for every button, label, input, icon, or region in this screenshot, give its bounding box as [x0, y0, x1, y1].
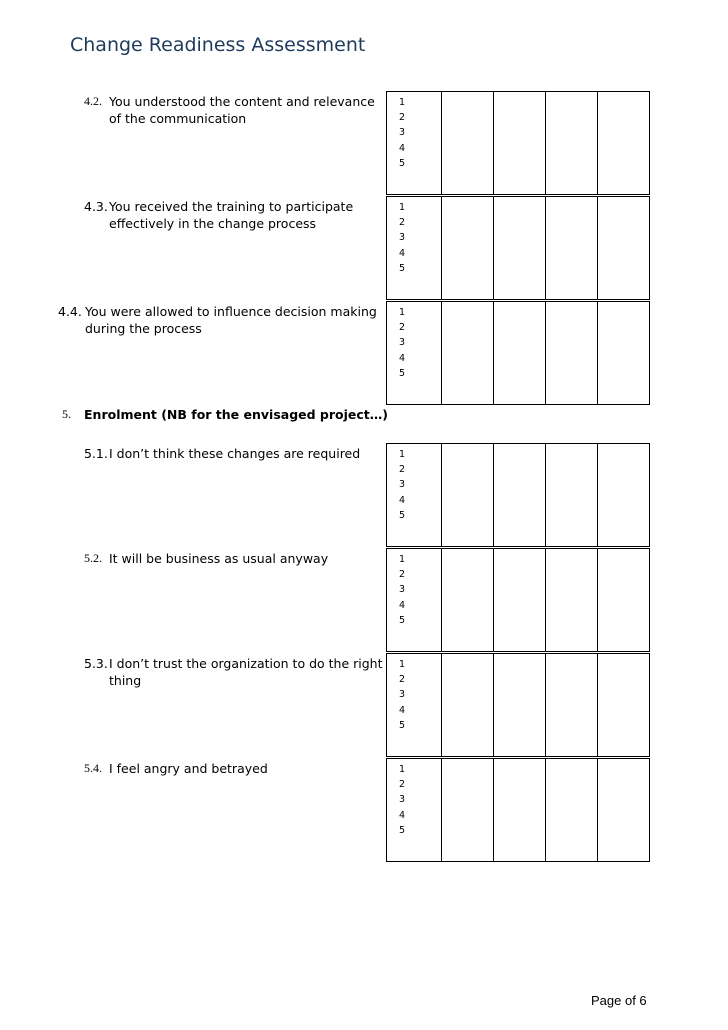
- rating-grid-4-4: [386, 301, 650, 405]
- rating-grid-4-2: [386, 91, 650, 195]
- question-text: [109, 93, 375, 127]
- rating-scale: [399, 657, 405, 733]
- rating-cell[interactable]: [442, 549, 494, 651]
- question-4-2: [84, 93, 384, 133]
- scale-value: 3: [399, 794, 406, 806]
- rating-cell[interactable]: [494, 444, 546, 546]
- scale-cell: [387, 302, 442, 404]
- scale-value: 2: [399, 322, 406, 334]
- rating-cell[interactable]: [494, 92, 546, 194]
- rating-scale: [399, 762, 405, 838]
- scale-cell: [387, 92, 442, 194]
- rating-cell[interactable]: [598, 444, 649, 546]
- question-text-line: You understood the content and relevance: [109, 94, 375, 109]
- question-5-4: [84, 760, 384, 800]
- question-5-1: [84, 445, 384, 485]
- scale-value: 2: [399, 464, 406, 476]
- question-text-line: You received the training to participate: [109, 199, 354, 214]
- scale-value: 1: [399, 764, 406, 775]
- scale-value: 4: [399, 247, 406, 259]
- scale-value: 1: [399, 202, 406, 213]
- rating-scale: [399, 552, 405, 628]
- scale-value: 3: [399, 337, 406, 349]
- rating-scale: [399, 305, 405, 381]
- question-4-4: [58, 303, 384, 343]
- scale-value: 3: [399, 479, 406, 491]
- scale-value: 2: [399, 674, 406, 686]
- rating-cell[interactable]: [546, 654, 598, 756]
- rating-cell[interactable]: [494, 549, 546, 651]
- scale-value: 5: [399, 367, 406, 379]
- question-number: 4.4.: [58, 304, 82, 319]
- scale-value: 4: [399, 142, 406, 154]
- section-number: 5.: [62, 407, 71, 421]
- rating-cell[interactable]: [598, 759, 649, 861]
- question-text-line: You were allowed to influence decision making: [85, 304, 377, 319]
- rating-cell[interactable]: [442, 92, 494, 194]
- scale-cell: [387, 549, 442, 651]
- question-text-line: effectively in the change process: [109, 216, 317, 231]
- scale-value: 5: [399, 157, 406, 169]
- scale-value: 5: [399, 509, 406, 521]
- question-text: [109, 550, 328, 567]
- scale-value: 5: [399, 719, 406, 731]
- scale-value: 1: [399, 97, 406, 108]
- rating-cell[interactable]: [442, 197, 494, 299]
- question-text-line: I don’t trust the organization to do the right: [109, 656, 383, 671]
- rating-grid-4-3: [386, 196, 650, 300]
- rating-cell[interactable]: [546, 92, 598, 194]
- rating-cell[interactable]: [598, 302, 649, 404]
- scale-value: 4: [399, 352, 406, 364]
- scale-value: 3: [399, 127, 406, 139]
- rating-cell[interactable]: [494, 759, 546, 861]
- section-title: Enrolment (NB for the envisaged project…): [84, 407, 388, 422]
- scale-cell: [387, 654, 442, 756]
- question-text: [109, 445, 360, 462]
- rating-cell[interactable]: [598, 197, 649, 299]
- rating-grid-5-3: [386, 653, 650, 757]
- rating-grid-5-4: [386, 758, 650, 862]
- question-text-line: I don’t think these changes are required: [109, 446, 361, 461]
- question-text: [109, 198, 353, 232]
- rating-cell[interactable]: [442, 302, 494, 404]
- scale-cell: [387, 759, 442, 861]
- question-number: 4.2.: [84, 94, 102, 108]
- rating-cell[interactable]: [598, 549, 649, 651]
- rating-scale: [399, 200, 405, 276]
- scale-value: 1: [399, 659, 406, 670]
- scale-value: 2: [399, 112, 406, 124]
- scale-value: 2: [399, 569, 406, 581]
- rating-grid-5-2: [386, 548, 650, 652]
- question-4-3: [84, 198, 384, 238]
- scale-value: 3: [399, 689, 406, 701]
- rating-cell[interactable]: [442, 759, 494, 861]
- question-text: [109, 655, 382, 689]
- rating-cell[interactable]: [494, 302, 546, 404]
- question-text-line: I feel angry and betrayed: [109, 761, 268, 776]
- question-number: 4.3.: [84, 199, 108, 214]
- scale-value: 4: [399, 599, 406, 611]
- rating-cell[interactable]: [598, 654, 649, 756]
- question-number: 5.4.: [84, 761, 102, 775]
- question-5-3: [84, 655, 384, 695]
- question-text-line: It will be business as usual anyway: [109, 551, 329, 566]
- rating-cell[interactable]: [546, 302, 598, 404]
- scale-value: 2: [399, 779, 406, 791]
- rating-cell[interactable]: [442, 654, 494, 756]
- scale-value: 4: [399, 494, 406, 506]
- scale-value: 4: [399, 809, 406, 821]
- scale-value: 1: [399, 449, 406, 460]
- question-text-line: during the process: [85, 321, 202, 336]
- question-text: [109, 760, 268, 777]
- question-text-line: of the communication: [109, 111, 247, 126]
- scale-value: 4: [399, 704, 406, 716]
- question-number: 5.3.: [84, 656, 108, 671]
- scale-value: 5: [399, 262, 406, 274]
- question-5-2: [84, 550, 384, 590]
- scale-cell: [387, 197, 442, 299]
- scale-value: 3: [399, 232, 406, 244]
- rating-scale: [399, 447, 405, 523]
- question-text: [85, 303, 377, 337]
- question-number: 5.1.: [84, 446, 108, 461]
- rating-cell[interactable]: [546, 444, 598, 546]
- scale-cell: [387, 444, 442, 546]
- scale-value: 5: [399, 824, 406, 836]
- scale-value: 1: [399, 307, 406, 318]
- scale-value: 2: [399, 217, 406, 229]
- page-footer: Page of 6: [591, 993, 647, 1008]
- rating-cell[interactable]: [546, 197, 598, 299]
- question-text-line: thing: [109, 673, 142, 688]
- question-number: 5.2.: [84, 551, 102, 565]
- rating-cell[interactable]: [494, 654, 546, 756]
- scale-value: 1: [399, 554, 406, 565]
- page-title: Change Readiness Assessment: [70, 34, 366, 56]
- rating-cell[interactable]: [546, 759, 598, 861]
- rating-scale: [399, 95, 405, 171]
- rating-cell[interactable]: [494, 197, 546, 299]
- scale-value: 5: [399, 614, 406, 626]
- scale-value: 3: [399, 584, 406, 596]
- rating-cell[interactable]: [546, 549, 598, 651]
- rating-cell[interactable]: [442, 444, 494, 546]
- rating-grid-5-1: [386, 443, 650, 547]
- rating-cell[interactable]: [598, 92, 649, 194]
